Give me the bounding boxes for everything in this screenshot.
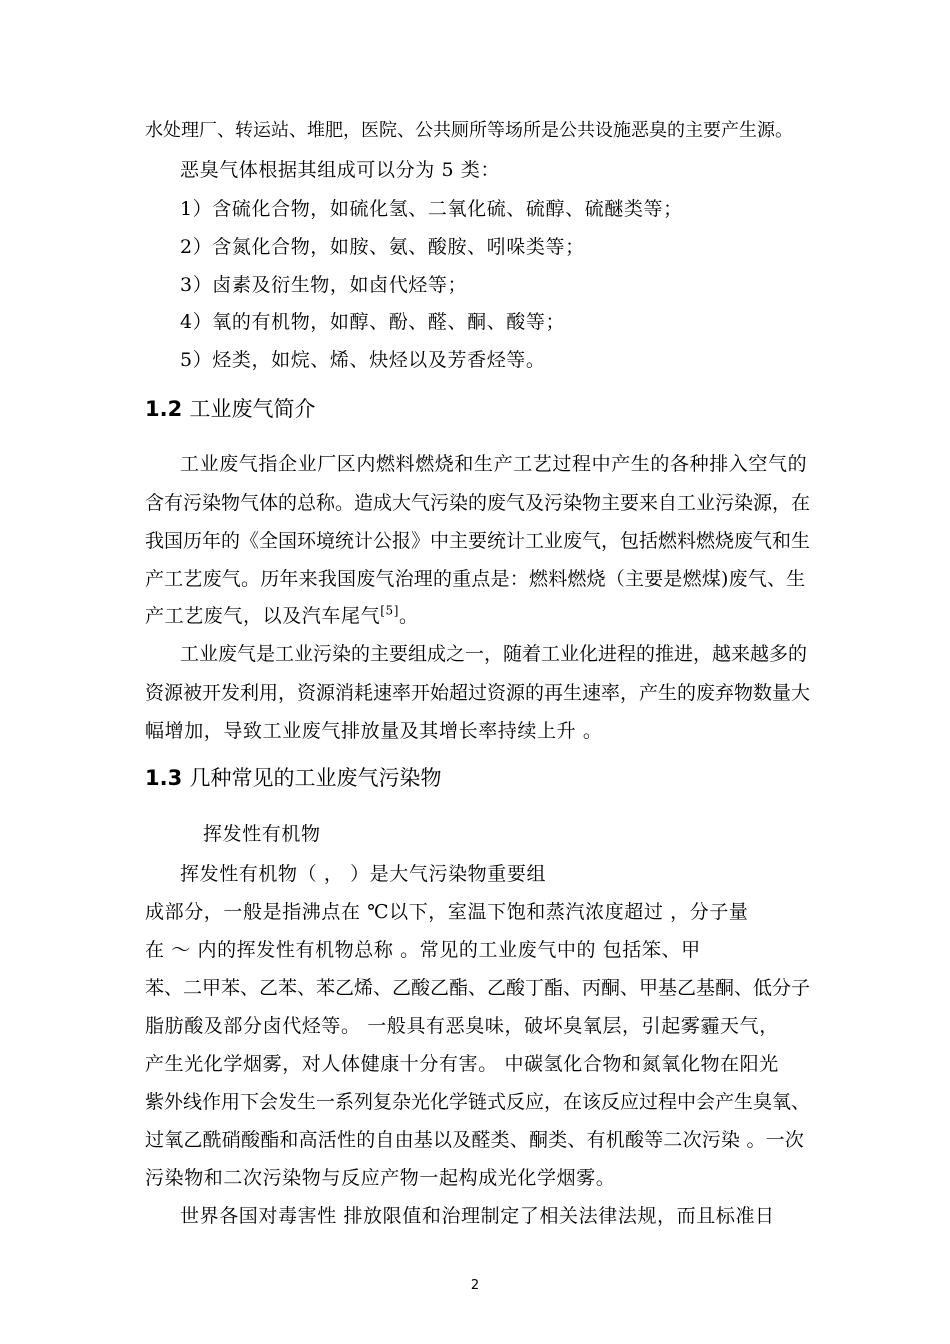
paragraph-line: 含有污染物气体的总称。造成大气污染的废气及污染物主要来自工业污染源，在 <box>145 492 811 514</box>
paragraph-line: 产生光化学烟雾，对人体健康十分有害。 中碳氢化合物和氮氧化物在阳光 <box>145 1053 779 1075</box>
list-item-3: 3）卤素及衍生物，如卤代烃等； <box>180 274 468 296</box>
section-title: 工业废气简介 <box>189 397 316 421</box>
paragraph-line: 污染物和二次污染物与反应产物一起构成光化学烟雾。 <box>145 1167 616 1189</box>
section-number: 1.2 <box>145 397 183 421</box>
intro-line-2: 恶臭气体根据其组成可以分为 5 类： <box>180 159 500 181</box>
paragraph-line: 苯、二甲苯、乙苯、苯乙烯、乙酸乙酯、乙酸丁酯、丙酮、甲基乙基酮、低分子 <box>145 977 811 999</box>
paragraph-line: 脂肪酸及部分卤代烃等。 一般具有恶臭味，破坏臭氧层，引起雾霾天气， <box>145 1015 779 1037</box>
paragraph-line: 世界各国对毒害性 排放限值和治理制定了相关法律法规，而且标准日 <box>180 1205 775 1227</box>
paragraph-line: 过氧乙酰硝酸酯和高活性的自由基以及醛类、酮类、有机酸等二次污染 。一次 <box>145 1129 805 1151</box>
paragraph-text: 产工艺废气，以及汽车尾气 <box>145 605 381 627</box>
paragraph-line: 挥发性有机物（ ， ）是大气污染物重要组 <box>180 863 547 885</box>
paragraph-line: 紫外线作用下会发生一系列复杂光化学链式反应，在该反应过程中会产生臭氧、 <box>145 1091 811 1113</box>
list-item-2: 2）含氮化合物，如胺、氨、酸胺、吲哚类等； <box>180 236 585 258</box>
list-item-5: 5）烃类，如烷、烯、炔烃以及芳香烃等。 <box>180 349 546 371</box>
paragraph-line: 在 ～ 内的挥发性有机物总称 。常见的工业废气中的 包括笨、甲 <box>145 939 701 961</box>
paragraph-line: 工业废气指企业厂区内燃料燃烧和生产工艺过程中产生的各种排入空气的 <box>180 453 808 475</box>
paragraph-line: 产工艺废气。历年来我国废气治理的重点是：燃料燃烧（主要是燃煤)废气、生 <box>145 568 806 590</box>
paragraph-line: 幅增加，导致工业废气排放量及其增长率持续上升 。 <box>145 720 603 742</box>
page-number: 2 <box>470 1278 480 1293</box>
list-item-4: 4）氧的有机物，如醇、酚、醛、酮、酸等； <box>180 311 566 333</box>
section-title: 几种常见的工业废气污染物 <box>189 766 442 790</box>
subheading: 挥发性有机物 <box>203 823 321 845</box>
section-number: 1.3 <box>145 766 183 790</box>
paragraph-end: 。 <box>399 605 419 627</box>
paragraph-line: 我国历年的《全国环境统计公报》中主要统计工业废气，包括燃料燃烧废气和生 <box>145 530 811 552</box>
section-heading-1-2 <box>145 395 316 423</box>
list-item-1: 1）含硫化合物，如硫化氢、二氧化硫、硫醇、硫醚类等； <box>180 198 683 220</box>
paragraph-line: 资源被开发利用，资源消耗速率开始超过资源的再生速率，产生的废弃物数量大 <box>145 682 811 704</box>
paragraph-line-last <box>145 603 419 629</box>
intro-line-1: 水处理厂、转运站、堆肥，医院、公共厕所等场所是公共设施恶臭的主要产生源。 <box>145 120 793 141</box>
citation-reference: [5] <box>380 603 400 618</box>
paragraph-line: 工业废气是工业污染的主要组成之一，随着工业化进程的推进，越来越多的 <box>180 643 808 665</box>
paragraph-line: 成部分，一般是指沸点在 ℃以下，室温下饱和蒸汽浓度超过 ，分子量 <box>145 901 749 923</box>
section-heading-1-3 <box>145 764 442 792</box>
